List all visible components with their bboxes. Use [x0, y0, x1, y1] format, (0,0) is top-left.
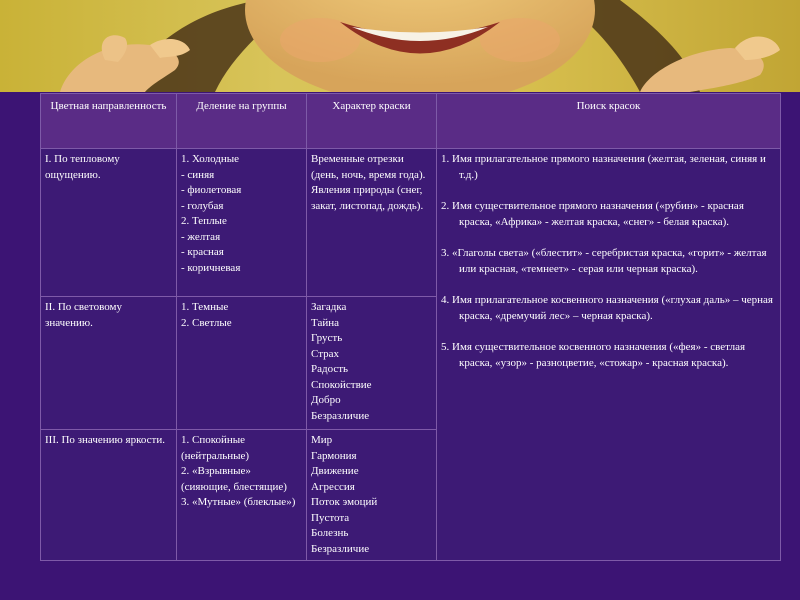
group-line: - коричневая	[181, 261, 241, 274]
group-line: - голубая	[181, 199, 224, 212]
group-line: 1. Темные	[181, 301, 229, 313]
group-line: 3. «Мутные» (блеклые»)	[181, 496, 296, 508]
group-line: 2. Светлые	[181, 316, 232, 329]
group-line: - синяя	[181, 168, 215, 181]
character-line: Радость	[311, 363, 349, 375]
group-line: 1. Спокойные (нейтральные)	[181, 434, 250, 462]
color-table	[40, 93, 781, 561]
character-line: Грусть	[311, 332, 343, 344]
character-line: Болезнь	[311, 527, 349, 539]
header-color-direction: Цветная направленность	[41, 94, 177, 149]
character-line: Мир	[311, 434, 333, 446]
search-item: 3. «Глаголы света» («блестит» - серебристая краска, «горит» - желтая или красная, «темнеет» - серая или черная краска).	[441, 247, 767, 275]
direction-cell: III. По значению яркости.	[41, 430, 177, 561]
character-line: Временные отрезки (день, ночь, время года).	[311, 153, 426, 181]
character-line: Гармония	[311, 449, 357, 462]
group-line: - фиолетовая	[181, 184, 242, 196]
groups-cell	[177, 430, 307, 561]
character-line: Безразличие	[311, 409, 370, 422]
group-line: - желтая	[181, 230, 221, 243]
search-item: 1. Имя прилагательное прямого назначения (желтая, зеленая, синяя и т.д.)	[441, 153, 766, 181]
character-line: Движение	[311, 465, 359, 477]
header-paint-search: Поиск красок	[437, 94, 781, 149]
search-cell	[437, 149, 781, 561]
table-header-row	[41, 94, 781, 149]
character-cell	[307, 149, 437, 297]
character-cell	[307, 297, 437, 430]
header-group-division: Деление на группы	[177, 94, 307, 149]
character-line: Агрессия	[311, 480, 355, 493]
character-line: Загадка	[311, 301, 347, 313]
group-line: 2. «Взрывные» (сияющие, блестящие)	[181, 465, 287, 493]
character-line: Страх	[311, 347, 340, 360]
header-paint-character: Характер краски	[307, 94, 437, 149]
groups-cell	[177, 297, 307, 430]
character-line: Поток эмоций	[311, 496, 378, 508]
group-line: 2. Теплые	[181, 215, 227, 227]
color-table-container	[40, 93, 780, 558]
search-item: 2. Имя существительное прямого назначения («рубин» - красная краска, «Африка» - желтая краска, «снег» - белая краска).	[441, 200, 744, 228]
smiling-child-photo	[0, 0, 800, 92]
groups-cell	[177, 149, 307, 297]
search-item: 5. Имя существительное косвенного назначения («фея» - светлая краска, «узор» - разноцветие, «стожар» - красная краска).	[441, 341, 746, 369]
character-line: Добро	[311, 394, 341, 406]
search-item: 4. Имя прилагательное косвенного назначения («глухая даль» – черная краска, «дремучий лес» – черная краска).	[441, 294, 773, 322]
character-line: Спокойствие	[311, 378, 372, 391]
character-cell	[307, 430, 437, 561]
direction-cell: I. По тепловому ощущению.	[41, 149, 177, 297]
group-line: 1. Холодные	[181, 153, 240, 165]
character-line: Явления природы (снег, закат, листопад, дождь).	[311, 184, 424, 212]
character-line: Безразличие	[311, 542, 370, 555]
group-line: - красная	[181, 246, 224, 258]
header-photo	[0, 0, 800, 92]
direction-cell: II. По световому значению.	[41, 297, 177, 430]
character-line: Пустота	[311, 511, 350, 524]
character-line: Тайна	[311, 316, 339, 329]
table-row	[41, 149, 781, 297]
